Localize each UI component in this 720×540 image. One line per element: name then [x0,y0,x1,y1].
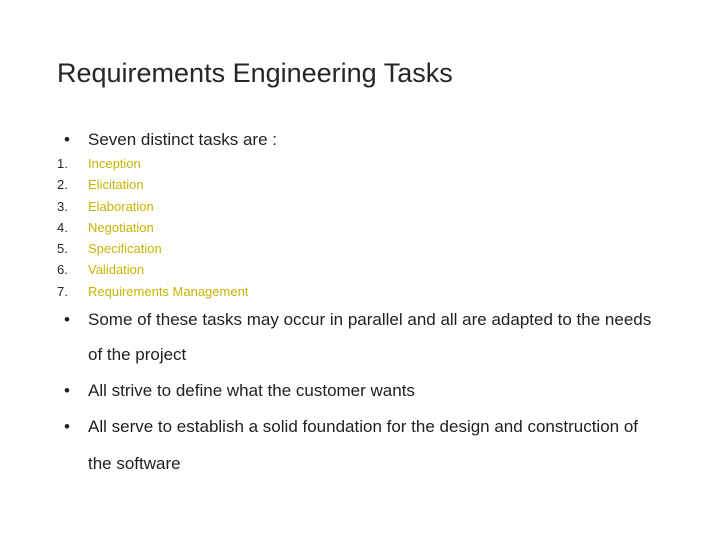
list-item [57,238,457,259]
list-item-number: 1. [57,156,68,171]
list-item-number: 6. [57,262,68,278]
list-item-label: Validation [88,262,145,278]
bullet-text-line1: All strive to define what the customer wants [88,381,415,400]
list-item-number: 2. [57,177,68,193]
list-item-number: 4. [57,219,68,235]
bullet-dot: • [64,310,70,329]
list-item-label: Elicitation [88,177,144,193]
list-item [57,153,457,174]
list-item-label: Negotiation [88,219,154,235]
list-item [57,217,457,238]
bullet-text-line1: Some of these tasks may occur in parallel and all are adapted to the needs [88,310,652,329]
bullet-text-line2: of the project [88,345,187,364]
list-item-label: Requirements Management [88,283,249,299]
list-item [57,174,457,195]
list-item-number: 7. [57,283,68,299]
bullet-dot: • [64,381,70,400]
list-item [57,259,457,280]
bullet-text-line1: All serve to establish a solid foundation for the design and construction of [88,417,639,436]
bullet-dot: • [64,130,70,149]
list-item-label: Specification [88,241,162,257]
list-item-number: 3. [57,198,68,214]
list-item [57,281,457,302]
intro-bullet-text: Seven distinct tasks are : [88,130,277,149]
bullet-dot: • [64,417,70,436]
list-item-number: 5. [57,241,68,257]
list-item-label: Inception [88,156,141,171]
task-list [57,153,457,302]
list-item-label: Elaboration [88,198,154,214]
list-item [57,196,457,217]
slide-title: Requirements Engineering Tasks [57,58,453,88]
bullet-text-line2: the software [88,454,181,473]
